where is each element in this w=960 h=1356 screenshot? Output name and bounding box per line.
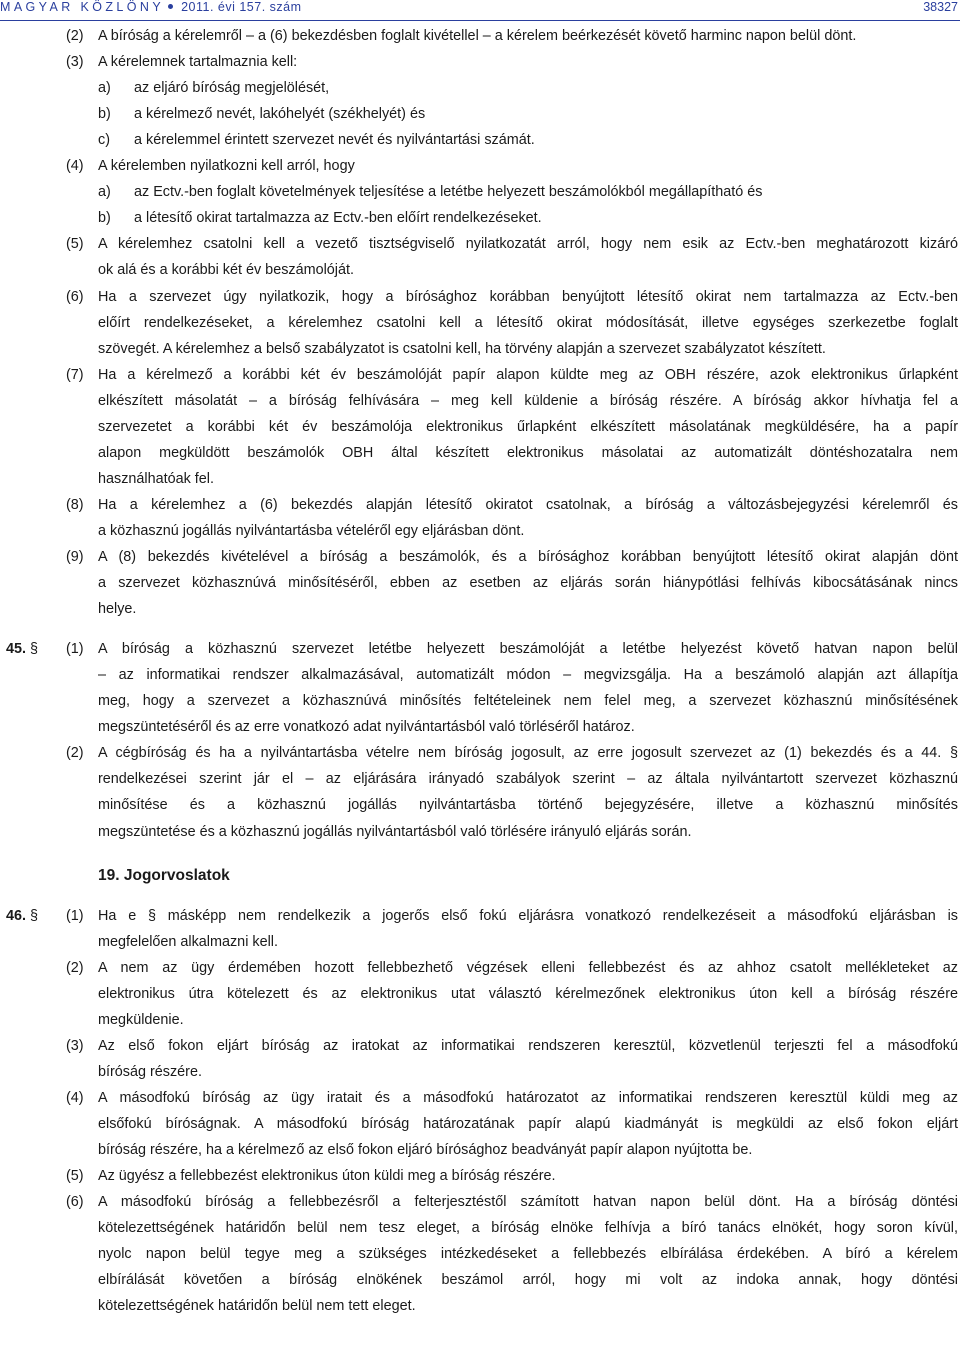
paragraph-number: (2) — [66, 959, 84, 976]
text-line: helye. — [98, 601, 137, 618]
text-line: A másodfokú bíróság a fellebbezésről a felterjesztéstől számított hatvan napon belül dönt. Ha a bíróság döntési — [98, 1194, 958, 1211]
text-line: A cégbíróság és ha a nyilvántartásba vételre nem bíróság jogosult, az erre jogosult szervezet az (1) bekezdés és a 44. § — [98, 745, 958, 762]
text-line: A kérelemnek tartalmaznia kell: — [98, 54, 298, 71]
text-line: Az első fokon eljárt bíróság az iratokat az informatikai rendszeren keresztül, közvetlenül terjeszti fel a másodfokú — [98, 1037, 958, 1054]
text-line: a szervezet közhasznúvá minősítéséről, ebben az esetben az eljárás során hiánypótlási felhívás kibocsátásának nincs — [98, 575, 958, 592]
paragraph-number: (4) — [66, 158, 84, 175]
paragraph-sign: § — [30, 907, 39, 924]
text-line: elkészített másolatát – a bíróság felhívására – meg kell küldenie a bíróság részére. A bíróság akkor hívhatja fel a — [98, 392, 958, 409]
item-letter: c) — [98, 132, 110, 149]
text-line: bíróság részére. — [98, 1063, 202, 1080]
text-line: a közhasznú jogállás nyilvántartásba vételéről egy eljárásban dönt. — [98, 522, 525, 539]
header-left — [0, 0, 302, 14]
paragraph-number: (6) — [66, 288, 84, 305]
text-line: elektronikus útra kötelezett és az elektronikus utat választó kérelmezőnek elektronikus úton kell a bíróság részére — [98, 985, 958, 1002]
text-line: ok alá és a korábbi két év beszámolóját. — [98, 262, 354, 279]
text-line: előírt rendelkezéseket, a kérelemhez csatolni kell a létesítő okirat módosítását, illetve egységes szerkezetbe foglalt — [98, 314, 958, 331]
paragraph-number: (1) — [66, 907, 84, 924]
text-line: meg, hogy a szervezet a közhasznúvá minősítés feltételeinek nem felel meg, a szervezet közhasznú minősítésének — [98, 693, 958, 710]
issue-label: 2011. évi 157. szám — [181, 0, 302, 14]
text-line: használhatóak fel. — [98, 470, 215, 487]
paragraph-number: (3) — [66, 1037, 84, 1054]
text-line: a kérelmező nevét, lakóhelyét (székhelyét) és — [134, 106, 426, 123]
text-line: A másodfokú bíróság az ügy iratait és a másodfokú határozatot az informatikai rendszeren keresztül küldi meg az — [98, 1089, 958, 1106]
header-rule — [0, 20, 960, 21]
paragraph-number: (1) — [66, 641, 84, 658]
text-line: Ha a kérelmező a korábbi két év beszámolóját papír alapon küldte meg az OBH részére, azok elektronikus űrlapként — [98, 366, 958, 383]
text-line: nyolc napon belül tegye meg a szükséges intézkedéseket a fellebbezés elbírálása érdekében. A bíró a kérelem — [98, 1246, 958, 1263]
paragraph-number: (7) — [66, 366, 84, 383]
text-line: az Ectv.-ben foglalt követelmények teljesítése a letétbe helyezett beszámolókból megállapítható és — [134, 184, 763, 201]
text-line: szövegét. A kérelemhez a belső szabályzatot is csatolni kell, ha törvény alapján a szervezet szabályzatot készített. — [98, 340, 826, 357]
text-line: Ha e § másképp nem rendelkezik a jogerős első fokú eljárásra vonatkozó rendelkezéseit a másodfokú eljárásban is — [98, 907, 958, 924]
text-line: rendelkezései szerint jár el – az eljárására irányadó szabályok szerint – az általa nyilvántartott szervezet közhasznú — [98, 771, 958, 788]
text-line: A kérelemben nyilatkozni kell arról, hogy — [98, 158, 355, 175]
page-number: 38327 — [923, 0, 958, 14]
section-label: 46. — [6, 907, 27, 924]
paragraph-number: (5) — [66, 236, 84, 253]
journal-title: MAGYAR KÖZLÖNY — [0, 0, 165, 14]
paragraph-number: (3) — [66, 54, 84, 71]
bullet-icon — [168, 4, 173, 9]
text-line: A kérelemhez csatolni kell a vezető tisztségviselő nyilatkozatát arról, hogy nem esik az Ectv.-ben meghatározott kizáró — [98, 236, 958, 253]
text-line: Az ügyész a fellebbezést elektronikus úton küldi meg a bíróság részére. — [98, 1168, 556, 1185]
text-line: Ha a szervezet úgy nyilatkozik, hogy a bírósághoz korábban benyújtott létesítő okirat nem tartalmazza az Ectv.-ben — [98, 288, 958, 305]
text-line: elsőfokú bíróságnak. A másodfokú bíróság határozatának papír alapú kiadmányát is megküldi az első fokon eljárt — [98, 1116, 958, 1132]
paragraph-sign: § — [30, 641, 39, 658]
text-line: megszüntetéséről és az erre vonatkozó adat nyilvántartásból való törléséről határoz. — [98, 719, 635, 736]
text-line: a kérelemmel érintett szervezet nevét és nyilvántartási számát. — [134, 132, 535, 149]
text-line: bíróság részére, ha a kérelmező az első fokon eljáró bírósághoz beadványát papír alapon nyújtotta be. — [98, 1142, 753, 1159]
item-letter: a) — [98, 184, 111, 201]
item-letter: a) — [98, 80, 111, 97]
text-line: szervezetet a korábbi két év beszámolója elektronikus űrlapként elkészített másolatának megküldésére, ha a papír — [98, 418, 958, 435]
section-heading: 19. Jogorvoslatok — [98, 866, 230, 884]
text-line: megszüntetése és a közhasznú jogállás nyilvántartásból való törlésére irányuló eljárás során. — [98, 823, 692, 840]
paragraph-number: (4) — [66, 1089, 84, 1106]
paragraph-number: (2) — [66, 28, 84, 44]
text-line: – az informatikai rendszer alkalmazásával, automatizált módon – megvizsgálja. Ha a beszámoló alapján azt állapítja — [98, 667, 958, 684]
section-label: 45. — [6, 641, 27, 658]
text-line: a létesítő okirat tartalmazza az Ectv.-ben előírt rendelkezéseket. — [134, 210, 542, 227]
section-number — [6, 906, 38, 926]
section-number — [6, 639, 38, 659]
text-line: megfelelően alkalmazni kell. — [98, 933, 278, 950]
paragraph-number: (5) — [66, 1168, 84, 1185]
item-letter: b) — [98, 106, 111, 123]
page-header — [0, 0, 960, 16]
text-line: A nem az ügy érdemében hozott fellebbezhető végzések elleni fellebbezést és az ahhoz csatolt mellékleteket az — [98, 959, 958, 976]
text-line: alapon megküldött beszámolók OBH által készített elektronikus másolatai az automatizált döntéshozatalra nem — [98, 444, 958, 461]
text-line: minősítése és a közhasznú jogállás nyilvántartásba történő bejegyzésére, illetve a közhasznú minősítés — [98, 797, 958, 814]
text-line: kötelezettségének határidőn belül nem tesz eleget, a bíróság elnöke felhívja a bíró tanács elnökét, hogy soron kívül, — [98, 1220, 958, 1237]
text-line: elbírálását követően a bíróság elnökének beszámol arról, hogy mi volt az indoka annak, hogy döntési — [98, 1272, 958, 1289]
text-line: A (8) bekezdés kivételével a bíróság a beszámolók, és a bírósághoz korábban benyújtott létesítő okirat alapján dönt — [98, 549, 958, 565]
paragraph-number: (9) — [66, 549, 84, 565]
text-line: az eljáró bíróság megjelölését, — [134, 80, 330, 97]
text-line: Ha a kérelemhez a (6) bekezdés alapján létesítő okiratot csatolnak, a bíróság a változásbejegyzési kérelemről és — [98, 496, 958, 513]
text-line: A bíróság a közhasznú szervezet letétbe helyezett beszámolóját a letétbe helyezést követő hatvan napon belül — [98, 641, 958, 658]
paragraph-number: (2) — [66, 745, 84, 762]
text-line: kötelezettségének határidőn belül nem tett eleget. — [98, 1298, 416, 1315]
paragraph-number: (8) — [66, 496, 84, 513]
text-line: megküldenie. — [98, 1011, 184, 1028]
text-line: A bíróság a kérelemről – a (6) bekezdésben foglalt kivétellel – a kérelem beérkezését követő harminc napon belül dönt. — [98, 28, 857, 44]
paragraph-number: (6) — [66, 1194, 84, 1211]
item-letter: b) — [98, 210, 111, 227]
